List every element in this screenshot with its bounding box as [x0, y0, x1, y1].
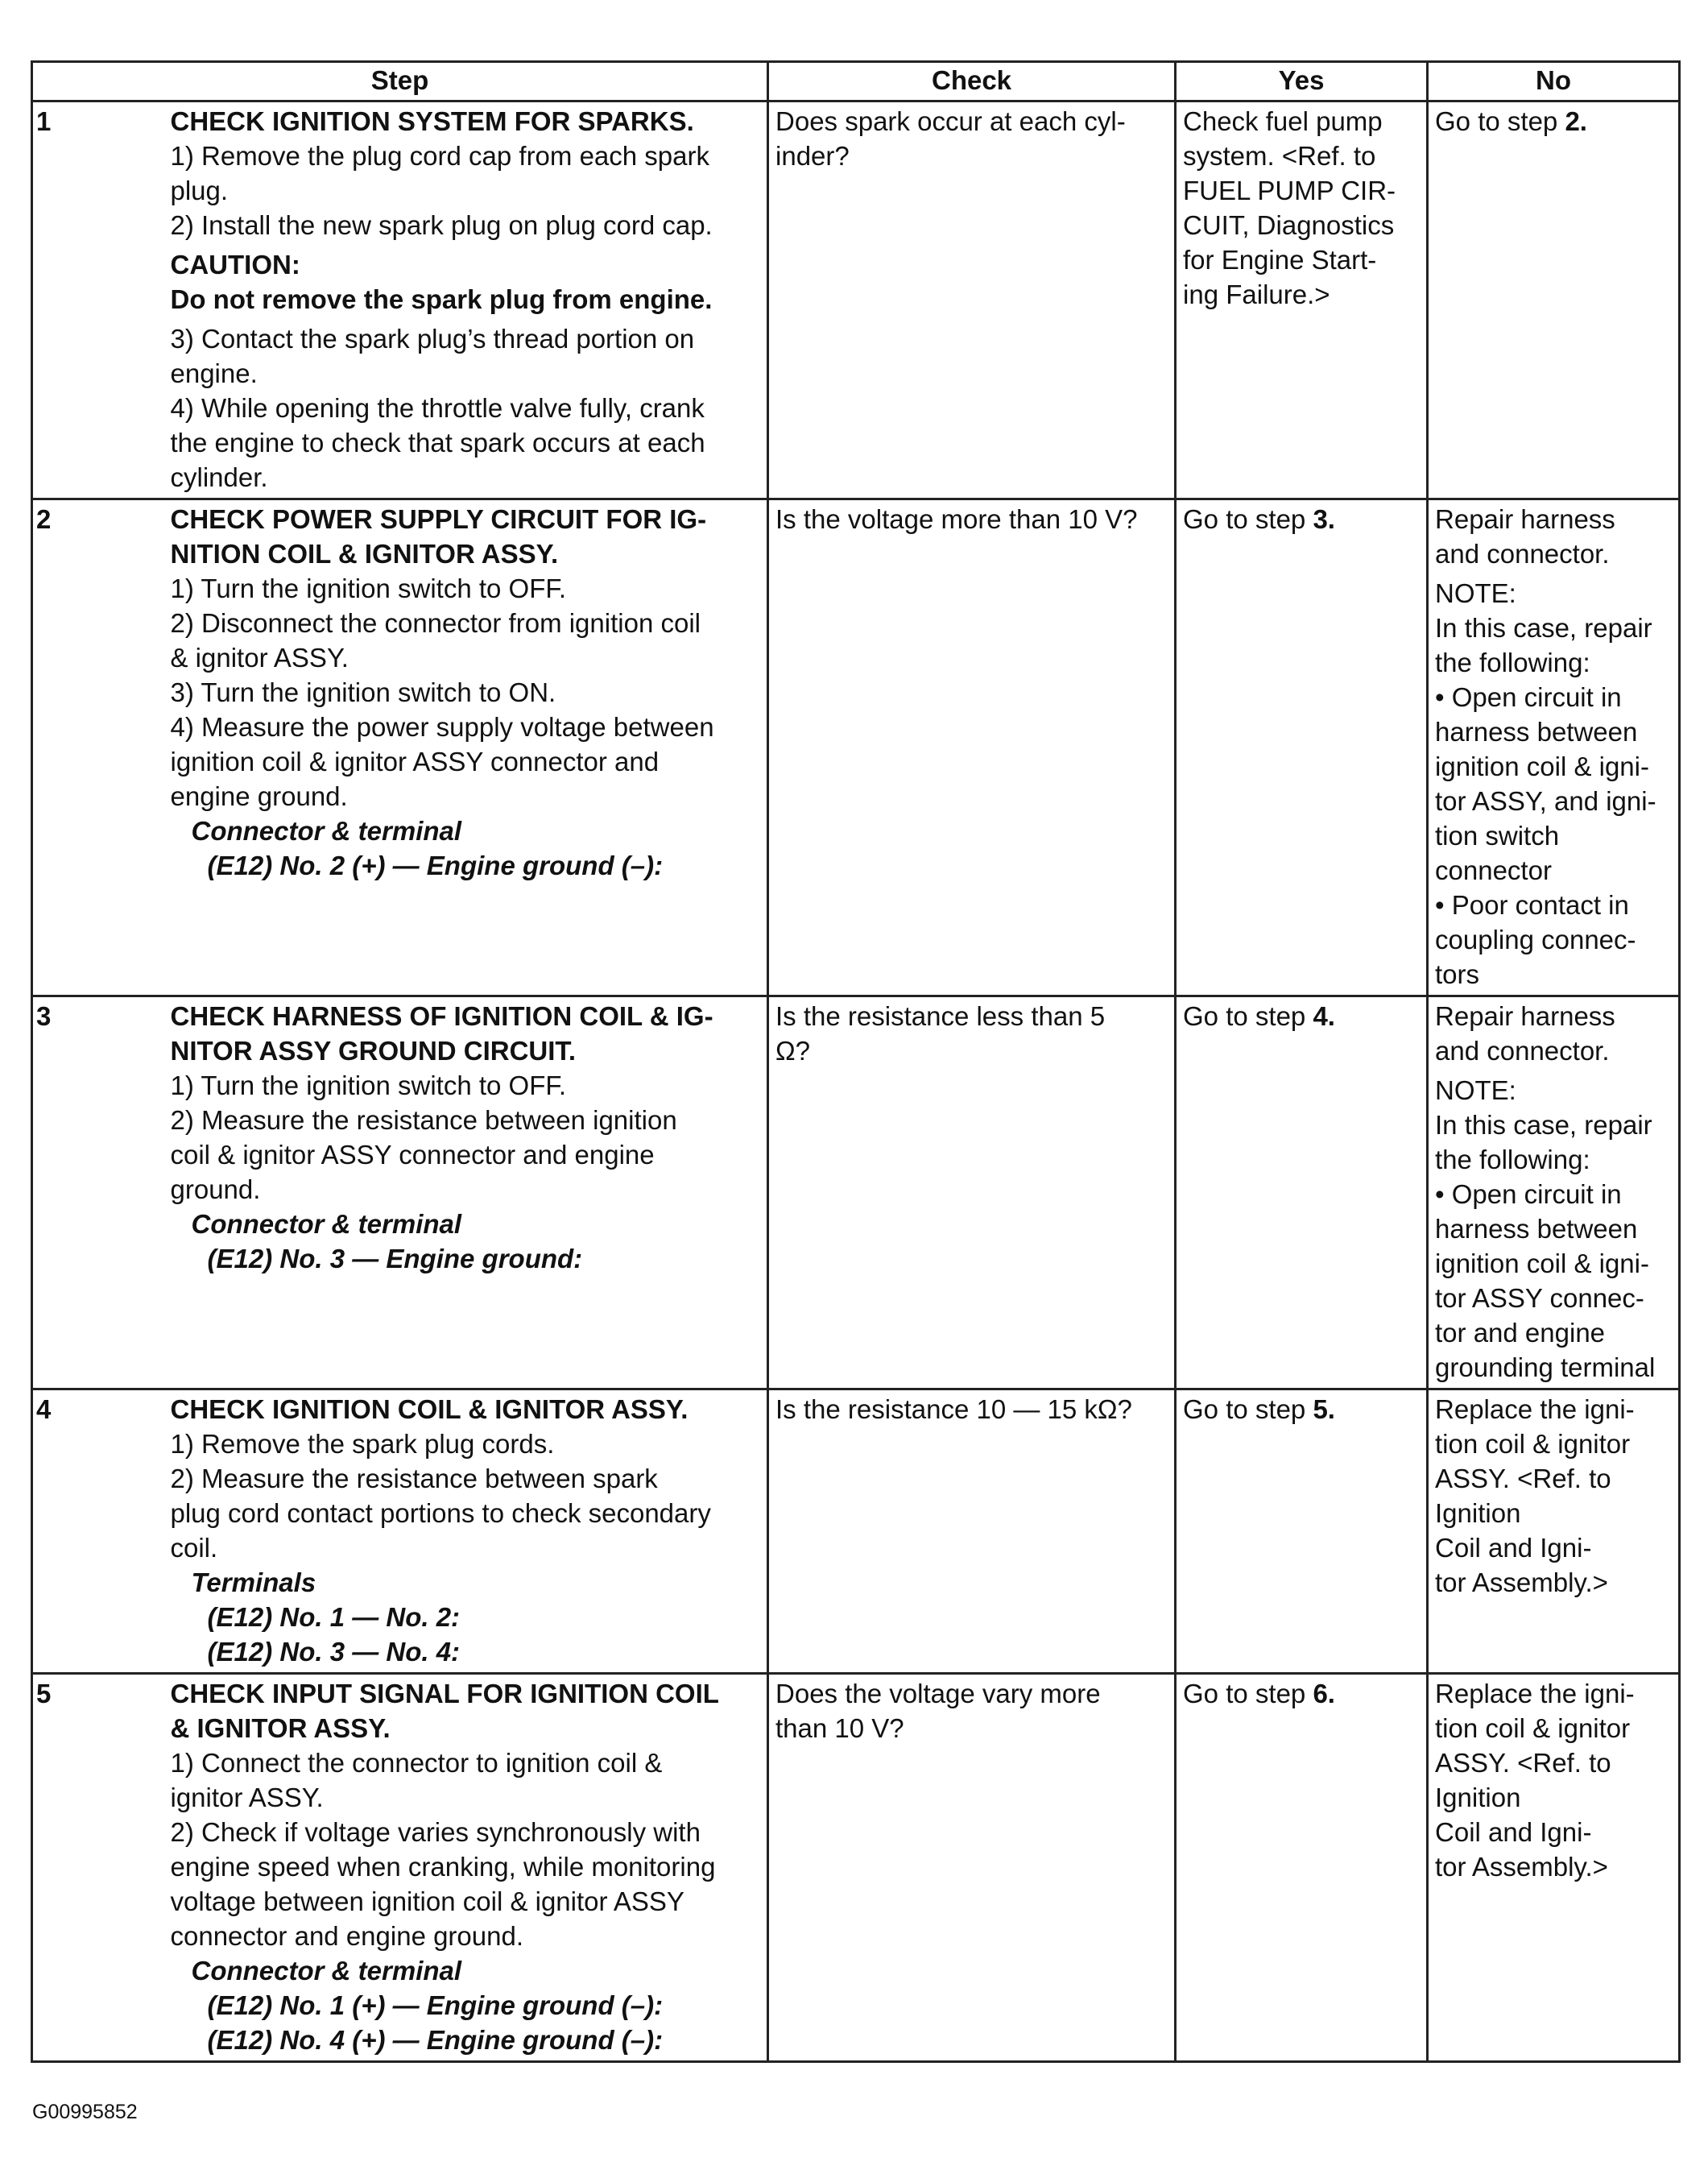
no-line	[1435, 576, 1677, 611]
step-line: the engine to check that spark occurs at each	[170, 428, 705, 458]
no-line	[1435, 536, 1677, 571]
yes-line-text: CUIT, Diagnostics	[1183, 210, 1395, 240]
no-line-text: Repair harness	[1435, 1001, 1615, 1031]
no-line-text: Ignition	[1435, 1498, 1521, 1528]
yes-line	[1183, 208, 1420, 242]
no-line-text: Go to step	[1435, 106, 1565, 136]
no-line	[1435, 1427, 1677, 1461]
step-number: 1	[32, 101, 171, 499]
step-cell	[171, 101, 768, 499]
yes-cell	[1176, 1389, 1428, 1674]
header-check: Check	[768, 62, 1176, 101]
check-line: Is the voltage more than 10 V?	[775, 504, 1138, 534]
step-ref: 3.	[1313, 504, 1335, 534]
no-cell	[1428, 1674, 1680, 2062]
step-line: cylinder.	[170, 462, 268, 492]
step-line: coil & ignitor ASSY connector and engine	[170, 1140, 655, 1170]
no-line-text: Replace the igni-	[1435, 1679, 1635, 1708]
no-line	[1435, 957, 1677, 992]
step-line: Connector & terminal	[191, 1209, 462, 1239]
check-line: Is the resistance less than 5	[775, 1001, 1106, 1031]
table-row	[32, 1674, 1680, 2062]
step-line: 2) Disconnect the connector from ignition coil	[170, 608, 701, 638]
step-line: 3) Turn the ignition switch to ON.	[170, 677, 556, 707]
no-line-text: NOTE:	[1435, 578, 1516, 608]
no-line-text: Coil and Igni-	[1435, 1817, 1592, 1847]
yes-line	[1183, 277, 1420, 312]
no-line-text: In this case, repair	[1435, 1110, 1652, 1140]
yes-line-text: FUEL PUMP CIR-	[1183, 176, 1396, 205]
no-line-text: tor ASSY, and igni-	[1435, 786, 1656, 816]
no-line	[1435, 1565, 1677, 1600]
no-line	[1435, 1177, 1677, 1211]
check-line: Does spark occur at each cyl-	[775, 106, 1126, 136]
step-line: coil.	[170, 1533, 218, 1563]
table-header-row	[32, 62, 1680, 101]
no-cell	[1428, 499, 1680, 996]
no-line	[1435, 104, 1677, 139]
no-line-text: ignition coil & igni-	[1435, 1248, 1649, 1278]
no-line-text: NOTE:	[1435, 1075, 1516, 1105]
step-title: CHECK POWER SUPPLY CIRCUIT FOR IG-	[170, 504, 707, 534]
step-line: (E12) No. 1 — No. 2:	[207, 1602, 461, 1632]
yes-line-text: Go to step	[1183, 1394, 1313, 1424]
step-line: (E12) No. 3 — No. 4:	[207, 1637, 461, 1667]
yes-cell	[1176, 499, 1428, 996]
no-line	[1435, 1073, 1677, 1108]
step-line: Do not remove the spark plug from engine.	[170, 284, 713, 314]
step-line: 1) Remove the spark plug cords.	[170, 1429, 555, 1459]
step-ref: 4.	[1313, 1001, 1335, 1031]
no-line	[1435, 1142, 1677, 1177]
figure-id: G00995852	[32, 2101, 138, 2123]
no-line	[1435, 1350, 1677, 1385]
table-row	[32, 996, 1680, 1389]
no-line-text: tor Assembly.>	[1435, 1567, 1608, 1597]
step-ref: 2.	[1565, 106, 1587, 136]
step-line: voltage between ignition coil & ignitor ASSY	[170, 1886, 684, 1916]
step-number: 5	[32, 1674, 171, 2062]
check-cell	[768, 499, 1176, 996]
diagnostic-table	[31, 60, 1681, 2063]
no-line	[1435, 1281, 1677, 1315]
yes-line	[1183, 104, 1420, 139]
check-line: Ω?	[775, 1036, 811, 1066]
no-line	[1435, 680, 1677, 714]
yes-line-text: Check fuel pump	[1183, 106, 1383, 136]
no-line-text: In this case, repair	[1435, 613, 1652, 643]
no-line	[1435, 749, 1677, 784]
no-line-text: ASSY. <Ref. to	[1435, 1748, 1611, 1778]
yes-line	[1183, 242, 1420, 277]
no-line-text: harness between	[1435, 717, 1638, 747]
no-line	[1435, 1496, 1677, 1530]
no-line-text: tor Assembly.>	[1435, 1852, 1608, 1882]
no-line	[1435, 1780, 1677, 1815]
check-line: Does the voltage vary more	[775, 1679, 1101, 1708]
step-line: ground.	[170, 1174, 261, 1204]
no-line	[1435, 922, 1677, 957]
step-title: CHECK HARNESS OF IGNITION COIL & IG-	[170, 1001, 713, 1031]
yes-line	[1183, 139, 1420, 173]
no-cell	[1428, 101, 1680, 499]
step-cell	[171, 1389, 768, 1674]
check-cell	[768, 1674, 1176, 2062]
no-line	[1435, 645, 1677, 680]
no-line-text: • Open circuit in	[1435, 682, 1622, 712]
no-line-text: tion coil & ignitor	[1435, 1713, 1631, 1743]
yes-cell	[1176, 101, 1428, 499]
no-line-text: tion switch	[1435, 821, 1560, 851]
step-ref: 5.	[1313, 1394, 1335, 1424]
step-number: 3	[32, 996, 171, 1389]
step-line: 3) Contact the spark plug’s thread portion on	[170, 324, 695, 354]
no-line-text: tion coil & ignitor	[1435, 1429, 1631, 1459]
step-line: (E12) No. 1 (+) — Engine ground (–):	[207, 1990, 664, 2020]
no-line-text: and connector.	[1435, 1036, 1610, 1066]
yes-line-text: for Engine Start-	[1183, 245, 1377, 275]
check-line: inder?	[775, 141, 850, 171]
no-line-text: connector	[1435, 855, 1552, 885]
header-no: No	[1428, 62, 1680, 101]
header-yes: Yes	[1176, 62, 1428, 101]
step-line: 4) While opening the throttle valve fully, crank	[170, 393, 705, 423]
no-line	[1435, 818, 1677, 853]
yes-line-text: ing Failure.>	[1183, 280, 1330, 309]
no-line-text: tor ASSY connec-	[1435, 1283, 1644, 1313]
step-line: engine speed when cranking, while monitoring	[170, 1852, 716, 1882]
no-line	[1435, 1530, 1677, 1565]
no-line-text: grounding terminal	[1435, 1352, 1656, 1382]
step-line: Connector & terminal	[191, 1956, 462, 1986]
step-line: 2) Check if voltage varies synchronously with	[170, 1817, 701, 1847]
step-line: & ignitor ASSY.	[170, 643, 349, 673]
step-line: 1) Turn the ignition switch to OFF.	[170, 574, 567, 603]
step-title: CHECK IGNITION SYSTEM FOR SPARKS.	[170, 106, 694, 136]
yes-line-text: Go to step	[1183, 1679, 1313, 1708]
step-line: Terminals	[191, 1567, 316, 1597]
step-line: 2) Install the new spark plug on plug cord cap.	[170, 210, 713, 240]
check-cell	[768, 996, 1176, 1389]
step-line: CAUTION:	[170, 250, 300, 280]
table-row	[32, 499, 1680, 996]
no-line	[1435, 1461, 1677, 1496]
no-line-text: and connector.	[1435, 539, 1610, 569]
step-line: 2) Measure the resistance between ignition	[170, 1105, 677, 1135]
step-line: 1) Connect the connector to ignition coil &	[170, 1748, 663, 1778]
step-line: 1) Turn the ignition switch to OFF.	[170, 1070, 567, 1100]
yes-cell	[1176, 996, 1428, 1389]
step-line: 4) Measure the power supply voltage between	[170, 712, 714, 742]
step-title: NITION COIL & IGNITOR ASSY.	[170, 539, 559, 569]
no-line	[1435, 1108, 1677, 1142]
step-line: 2) Measure the resistance between spark	[170, 1464, 658, 1493]
no-line-text: Repair harness	[1435, 504, 1615, 534]
no-line	[1435, 1815, 1677, 1849]
step-line: plug.	[170, 176, 229, 205]
step-number: 2	[32, 499, 171, 996]
no-line	[1435, 999, 1677, 1033]
step-line: Connector & terminal	[191, 816, 462, 846]
check-line: Is the resistance 10 — 15 kΩ?	[775, 1394, 1132, 1424]
header-step: Step	[32, 62, 768, 101]
step-cell	[171, 499, 768, 996]
no-cell	[1428, 996, 1680, 1389]
no-line-text: Replace the igni-	[1435, 1394, 1635, 1424]
step-title: CHECK IGNITION COIL & IGNITOR ASSY.	[170, 1394, 689, 1424]
step-line: engine.	[170, 358, 258, 388]
no-line-text: Coil and Igni-	[1435, 1533, 1592, 1563]
no-line	[1435, 1033, 1677, 1068]
step-title: CHECK INPUT SIGNAL FOR IGNITION COIL	[170, 1679, 719, 1708]
step-line: connector and engine ground.	[170, 1921, 524, 1951]
yes-line-text: Go to step	[1183, 1001, 1313, 1031]
step-line: ignition coil & ignitor ASSY connector and	[170, 747, 660, 776]
step-line: plug cord contact portions to check secondary	[170, 1498, 711, 1528]
yes-line	[1183, 1392, 1420, 1427]
no-line-text: harness between	[1435, 1214, 1638, 1244]
step-number: 4	[32, 1389, 171, 1674]
no-line	[1435, 1392, 1677, 1427]
no-line-text: • Open circuit in	[1435, 1179, 1622, 1209]
no-line-text: • Poor contact in	[1435, 890, 1629, 920]
no-line-text: coupling connec-	[1435, 925, 1636, 954]
check-cell	[768, 101, 1176, 499]
no-line	[1435, 853, 1677, 888]
no-line	[1435, 1315, 1677, 1350]
yes-line	[1183, 502, 1420, 536]
step-title: & IGNITOR ASSY.	[170, 1713, 391, 1743]
no-line-text: ignition coil & igni-	[1435, 752, 1649, 781]
yes-line	[1183, 1676, 1420, 1711]
check-cell	[768, 1389, 1176, 1674]
no-line-text: the following:	[1435, 648, 1590, 677]
table-row	[32, 1389, 1680, 1674]
yes-line	[1183, 999, 1420, 1033]
step-cell	[171, 996, 768, 1389]
no-line	[1435, 1849, 1677, 1884]
step-title: NITOR ASSY GROUND CIRCUIT.	[170, 1036, 577, 1066]
no-line-text: ASSY. <Ref. to	[1435, 1464, 1611, 1493]
yes-line-text: system. <Ref. to	[1183, 141, 1376, 171]
no-line	[1435, 1711, 1677, 1745]
yes-cell	[1176, 1674, 1428, 2062]
yes-line-text: Go to step	[1183, 504, 1313, 534]
step-line: (E12) No. 2 (+) — Engine ground (–):	[207, 851, 664, 880]
step-line: ignitor ASSY.	[170, 1783, 324, 1812]
table-row	[32, 101, 1680, 499]
no-line	[1435, 611, 1677, 645]
no-line-text: the following:	[1435, 1145, 1590, 1174]
step-cell	[171, 1674, 768, 2062]
check-line: than 10 V?	[775, 1713, 904, 1743]
no-line	[1435, 888, 1677, 922]
yes-line	[1183, 173, 1420, 208]
no-line-text: tor and engine	[1435, 1318, 1606, 1348]
step-ref: 6.	[1313, 1679, 1335, 1708]
no-line	[1435, 784, 1677, 818]
no-line	[1435, 1745, 1677, 1780]
step-line: engine ground.	[170, 781, 348, 811]
step-line: (E12) No. 3 — Engine ground:	[207, 1244, 583, 1273]
no-line	[1435, 1211, 1677, 1246]
no-line	[1435, 1246, 1677, 1281]
no-line	[1435, 1676, 1677, 1711]
no-cell	[1428, 1389, 1680, 1674]
no-line-text: Ignition	[1435, 1783, 1521, 1812]
no-line-text: tors	[1435, 959, 1480, 989]
no-line	[1435, 714, 1677, 749]
no-line	[1435, 502, 1677, 536]
step-line: 1) Remove the plug cord cap from each spark	[170, 141, 709, 171]
step-line: (E12) No. 4 (+) — Engine ground (–):	[207, 2025, 664, 2055]
